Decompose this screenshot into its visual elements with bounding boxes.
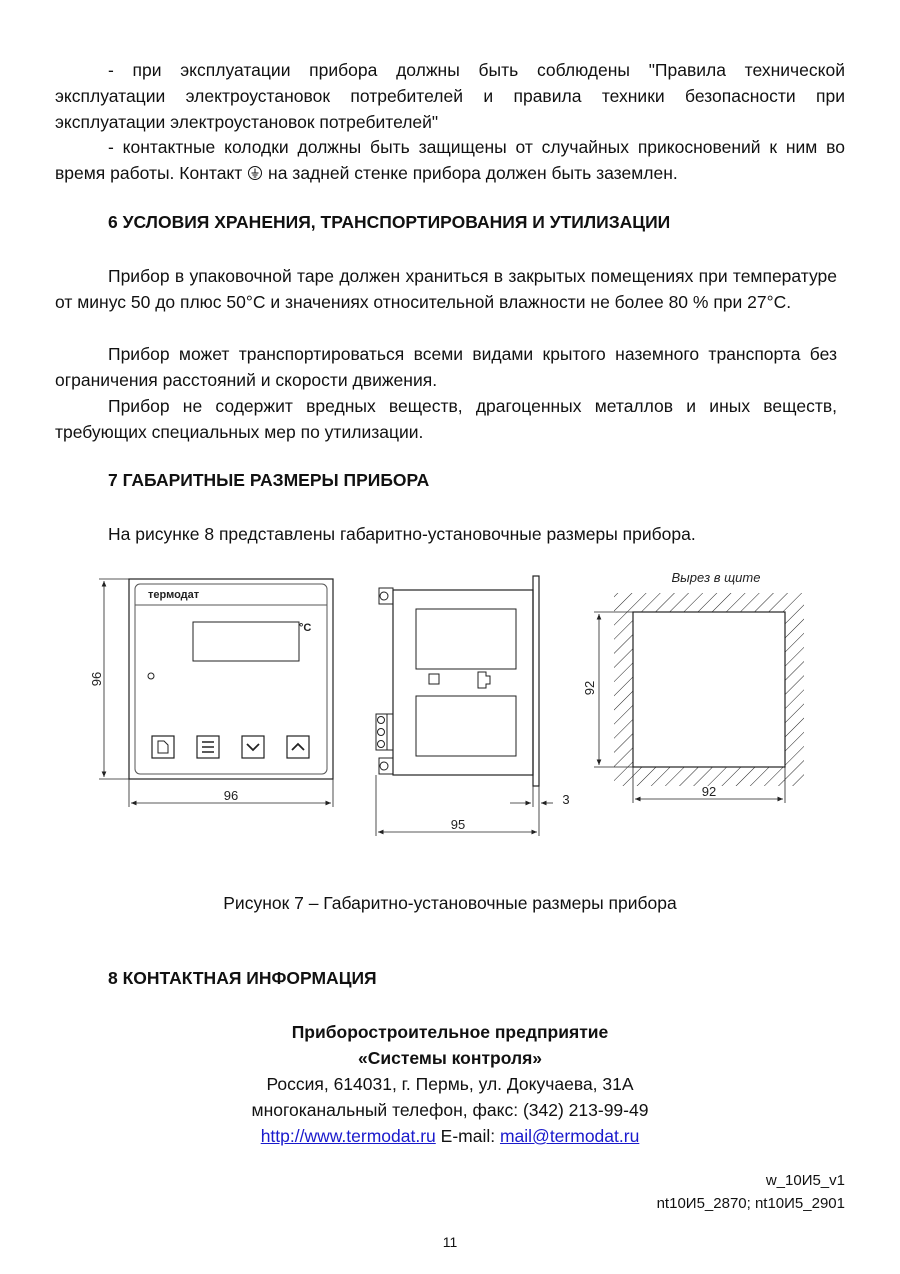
website-link[interactable]: http://www.termodat.ru [260,1126,436,1146]
safety-text-after: на задней стенке прибора должен быть заземлен. [263,163,678,183]
section-6-paragraph-2: Прибор может транспортироваться всеми видами крытого наземного транспорта без ограничения расстояний и скорости движения. [55,344,837,390]
figure-caption: Рисунок 7 – Габаритно-установочные размеры прибора [223,893,677,913]
section-7-paragraph-1: На рисунке 8 представлены габаритно-установочные размеры прибора. [108,524,696,544]
section-7-title: 7 ГАБАРИТНЫЕ РАЗМЕРЫ ПРИБОРА [108,470,430,490]
menu-key-icon [197,736,219,758]
display-window [193,622,299,661]
section-6-paragraph-1: Прибор в упаковочной таре должен храниться в закрытых помещениях при температуре от минус 50 до плюс 50°С и значениях относительной влажности не более 80 % при 27°С. [55,266,837,312]
ground-icon [247,165,263,181]
front-view [89,579,333,807]
front-height-dimension: 96 [89,671,104,687]
flange-dimension: 3 [562,792,570,807]
unit-label: °C [299,622,312,634]
safety-text-before: - контактные колодки должны быть защищены от случайных прикосновений к ним во время работы. Контакт [55,137,845,183]
company-address: Россия, 614031, г. Пермь, ул. Докучаева, 31А [266,1074,634,1094]
section-8-title: 8 КОНТАКТНАЯ ИНФОРМАЦИЯ [108,968,377,988]
depth-dimension: 95 [450,817,466,832]
email-label: E-mail: [440,1126,496,1146]
up-key-icon [287,736,309,758]
indicator-led [148,673,154,679]
section-6-title: 6 УСЛОВИЯ ХРАНЕНИЯ, ТРАНСПОРТИРОВАНИЯ И УТИЛИЗАЦИИ [108,212,671,232]
front-width-dimension: 96 [223,788,239,803]
document-ids: nt10И5_2870; nt10И5_2901 [656,1195,845,1212]
company-name-line-1: Приборостроительное предприятие [291,1022,609,1042]
safety-paragraph-2 [55,134,845,186]
terminal-block [376,714,393,750]
down-key-icon [242,736,264,758]
section-6-paragraph-3: Прибор не содержит вредных веществ, драгоценных металлов и иных веществ, требующих специальных мер по утилизации. [55,396,837,442]
cutout-width-dimension: 92 [701,784,717,799]
email-link[interactable]: mail@termodat.ru [499,1126,640,1146]
panel-cutout [582,570,804,803]
cutout-label: Вырез в щите [671,570,761,585]
dimensions-figure [0,560,900,850]
company-phone: многоканальный телефон, факс: (342) 213-99-49 [251,1100,649,1120]
company-name-line-2: «Системы контроля» [357,1048,543,1068]
cutout-height-dimension: 92 [582,680,597,696]
contact-links [0,1123,900,1149]
top-terminal [379,588,393,604]
safety-paragraph-1: - при эксплуатации прибора должны быть соблюдены "Правила технической эксплуатации электроустановок потребителей и правила техники безопасности при эксплуатации электроустановок потребителей" [55,60,845,132]
document-code: w_10И5_v1 [765,1172,845,1189]
document-key-icon [152,736,174,758]
brand-label: термодат [148,589,200,601]
side-view [376,576,570,836]
page-number: 11 [442,1234,458,1250]
bottom-terminal [379,758,393,774]
